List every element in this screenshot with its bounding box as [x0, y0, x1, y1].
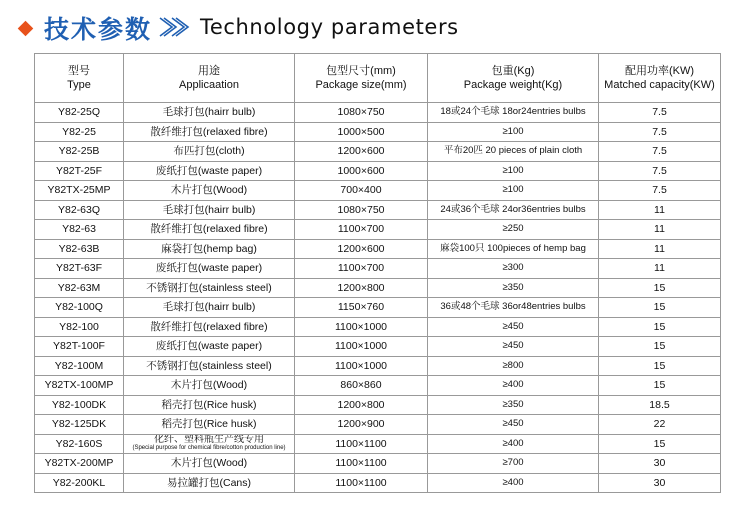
cell-type: Y82-63B	[35, 239, 124, 259]
table-row	[35, 415, 721, 435]
cell-type: Y82-100Q	[35, 298, 124, 318]
cell-application: 散纤维打包(relaxed fibre)	[124, 220, 295, 240]
header-matched-capacity-cn: 配用功率(KW)	[624, 65, 695, 77]
table-row	[35, 473, 721, 493]
cell-package-weight: ≥100	[428, 181, 599, 201]
cell-application: 毛球打包(hairr bulb)	[124, 103, 295, 123]
cell-matched-capacity: 11	[599, 259, 721, 279]
header-matched-capacity	[599, 54, 721, 103]
cell-application: 木片打包(Wood)	[124, 376, 295, 396]
cell-type: Y82-63	[35, 220, 124, 240]
cell-matched-capacity: 7.5	[599, 181, 721, 201]
table-row	[35, 395, 721, 415]
table-row	[35, 259, 721, 279]
cell-package-weight: 麻袋100只 100pieces of hemp bag	[428, 239, 599, 259]
cell-matched-capacity: 15	[599, 356, 721, 376]
header-package-size-en: Package size(mm)	[315, 79, 407, 91]
cell-matched-capacity: 22	[599, 415, 721, 435]
title-chinese: 技术参数	[44, 15, 153, 44]
cell-application: 毛球打包(hairr bulb)	[124, 200, 295, 220]
cell-package-size: 1200×600	[295, 239, 428, 259]
cell-type: Y82-100M	[35, 356, 124, 376]
cell-matched-capacity: 7.5	[599, 122, 721, 142]
table-header-row	[35, 54, 721, 103]
cell-package-weight: ≥100	[428, 161, 599, 181]
cell-type: Y82T-100F	[35, 337, 124, 357]
cell-package-weight: ≥450	[428, 337, 599, 357]
table-row	[35, 278, 721, 298]
cell-application: 木片打包(Wood)	[124, 454, 295, 474]
cell-matched-capacity: 15	[599, 434, 721, 454]
header-package-weight-cn: 包重(Kg)	[491, 65, 535, 77]
header-package-weight	[428, 54, 599, 103]
cell-package-size: 1100×1000	[295, 337, 428, 357]
cell-package-weight: 36或48个毛球 36or48entries bulbs	[428, 298, 599, 318]
cell-matched-capacity: 7.5	[599, 161, 721, 181]
cell-package-weight: ≥250	[428, 220, 599, 240]
cell-matched-capacity: 15	[599, 298, 721, 318]
parameters-table	[34, 53, 721, 493]
cell-package-weight: ≥350	[428, 278, 599, 298]
cell-package-weight: ≥800	[428, 356, 599, 376]
cell-package-size: 1100×1100	[295, 454, 428, 474]
cell-type: Y82TX-100MP	[35, 376, 124, 396]
cell-application: 不锈钢打包(stainless steel)	[124, 278, 295, 298]
cell-type: Y82-200KL	[35, 473, 124, 493]
cell-application: 散纤维打包(relaxed fibre)	[124, 122, 295, 142]
cell-type: Y82-125DK	[35, 415, 124, 435]
header-package-weight-en: Package weight(Kg)	[463, 79, 563, 91]
header-matched-capacity-en: Matched capacity(KW)	[604, 79, 715, 91]
cell-type: Y82-160S	[35, 434, 124, 454]
cell-matched-capacity: 11	[599, 220, 721, 240]
table-row	[35, 161, 721, 181]
table-row	[35, 337, 721, 357]
cell-package-weight: ≥400	[428, 473, 599, 493]
cell-package-size: 1080×750	[295, 103, 428, 123]
cell-package-size: 1080×750	[295, 200, 428, 220]
diamond-bullet-icon	[18, 21, 34, 37]
cell-package-weight: ≥400	[428, 376, 599, 396]
header-application-cn: 用途	[198, 65, 220, 77]
cell-package-size: 1100×1100	[295, 473, 428, 493]
cell-package-weight: ≥350	[428, 395, 599, 415]
header-application	[124, 54, 295, 103]
cell-matched-capacity: 30	[599, 473, 721, 493]
header-package-size-cn: 包型尺寸(mm)	[326, 65, 396, 77]
cell-package-size: 1200×800	[295, 278, 428, 298]
cell-package-size: 700×400	[295, 181, 428, 201]
table-row	[35, 356, 721, 376]
table-row	[35, 454, 721, 474]
cell-application: 毛球打包(hairr bulb)	[124, 298, 295, 318]
table-row	[35, 122, 721, 142]
table-row	[35, 142, 721, 162]
table-row	[35, 376, 721, 396]
table-row	[35, 200, 721, 220]
cell-package-weight: 24或36个毛球 24or36entries bulbs	[428, 200, 599, 220]
cell-package-weight: ≥450	[428, 317, 599, 337]
cell-type: Y82T-25F	[35, 161, 124, 181]
cell-application: 不锈钢打包(stainless steel)	[124, 356, 295, 376]
cell-package-weight: ≥700	[428, 454, 599, 474]
cell-matched-capacity: 30	[599, 454, 721, 474]
cell-type: Y82T-63F	[35, 259, 124, 279]
cell-matched-capacity: 15	[599, 376, 721, 396]
cell-package-size: 1100×1100	[295, 434, 428, 454]
section-heading	[0, 0, 750, 52]
cell-matched-capacity: 15	[599, 337, 721, 357]
cell-package-size: 1100×700	[295, 220, 428, 240]
cell-application: 废纸打包(waste paper)	[124, 161, 295, 181]
cell-type: Y82-25B	[35, 142, 124, 162]
cell-matched-capacity: 11	[599, 200, 721, 220]
cell-package-weight: ≥450	[428, 415, 599, 435]
cell-matched-capacity: 11	[599, 239, 721, 259]
cell-package-size: 1000×600	[295, 161, 428, 181]
cell-matched-capacity: 15	[599, 317, 721, 337]
table-row	[35, 103, 721, 123]
header-package-size	[295, 54, 428, 103]
cell-application-note: (Special purpose for chemical fibre/cotton production line)	[132, 445, 286, 452]
cell-application: 稻壳打包(Rice husk)	[124, 415, 295, 435]
cell-package-weight: ≥300	[428, 259, 599, 279]
cell-type: Y82-63Q	[35, 200, 124, 220]
cell-type: Y82-25	[35, 122, 124, 142]
cell-application: 布匹打包(cloth)	[124, 142, 295, 162]
cell-package-size: 860×860	[295, 376, 428, 396]
table-row	[35, 181, 721, 201]
cell-matched-capacity: 18.5	[599, 395, 721, 415]
cell-application-main: 化纤、塑料瓶生产线专用	[154, 434, 264, 446]
title-english: Technology parameters	[200, 15, 459, 39]
cell-application: 易拉罐打包(Cans)	[124, 473, 295, 493]
cell-type: Y82-100DK	[35, 395, 124, 415]
cell-application: 散纤维打包(relaxed fibre)	[124, 317, 295, 337]
table-row	[35, 298, 721, 318]
cell-package-weight: 平布20匹 20 pieces of plain cloth	[428, 142, 599, 162]
cell-type: Y82-100	[35, 317, 124, 337]
cell-package-weight: 18或24个毛球 18or24entries bulbs	[428, 103, 599, 123]
cell-matched-capacity: 7.5	[599, 103, 721, 123]
table-row	[35, 220, 721, 240]
cell-type: Y82-63M	[35, 278, 124, 298]
header-application-en: Applicaation	[179, 79, 239, 91]
header-type-en: Type	[67, 79, 91, 91]
cell-package-size: 1200×900	[295, 415, 428, 435]
cell-package-size: 1100×700	[295, 259, 428, 279]
table-row	[35, 239, 721, 259]
cell-application: 废纸打包(waste paper)	[124, 337, 295, 357]
cell-package-size: 1000×500	[295, 122, 428, 142]
cell-matched-capacity: 7.5	[599, 142, 721, 162]
header-type	[35, 54, 124, 103]
cell-type: Y82TX-200MP	[35, 454, 124, 474]
cell-package-size: 1100×1000	[295, 356, 428, 376]
cell-application: 稻壳打包(Rice husk)	[124, 395, 295, 415]
cell-type: Y82TX-25MP	[35, 181, 124, 201]
cell-package-size: 1200×800	[295, 395, 428, 415]
cell-application	[124, 434, 295, 454]
cell-package-size: 1200×600	[295, 142, 428, 162]
cell-matched-capacity: 15	[599, 278, 721, 298]
cell-package-size: 1150×760	[295, 298, 428, 318]
cell-package-weight: ≥100	[428, 122, 599, 142]
table-row	[35, 317, 721, 337]
cell-package-size: 1100×1000	[295, 317, 428, 337]
table-row	[35, 434, 721, 454]
cell-application: 麻袋打包(hemp bag)	[124, 239, 295, 259]
cell-application: 木片打包(Wood)	[124, 181, 295, 201]
header-type-cn: 型号	[68, 65, 90, 77]
double-chevron-icon	[158, 16, 192, 38]
cell-application: 废纸打包(waste paper)	[124, 259, 295, 279]
cell-type: Y82-25Q	[35, 103, 124, 123]
cell-package-weight: ≥400	[428, 434, 599, 454]
